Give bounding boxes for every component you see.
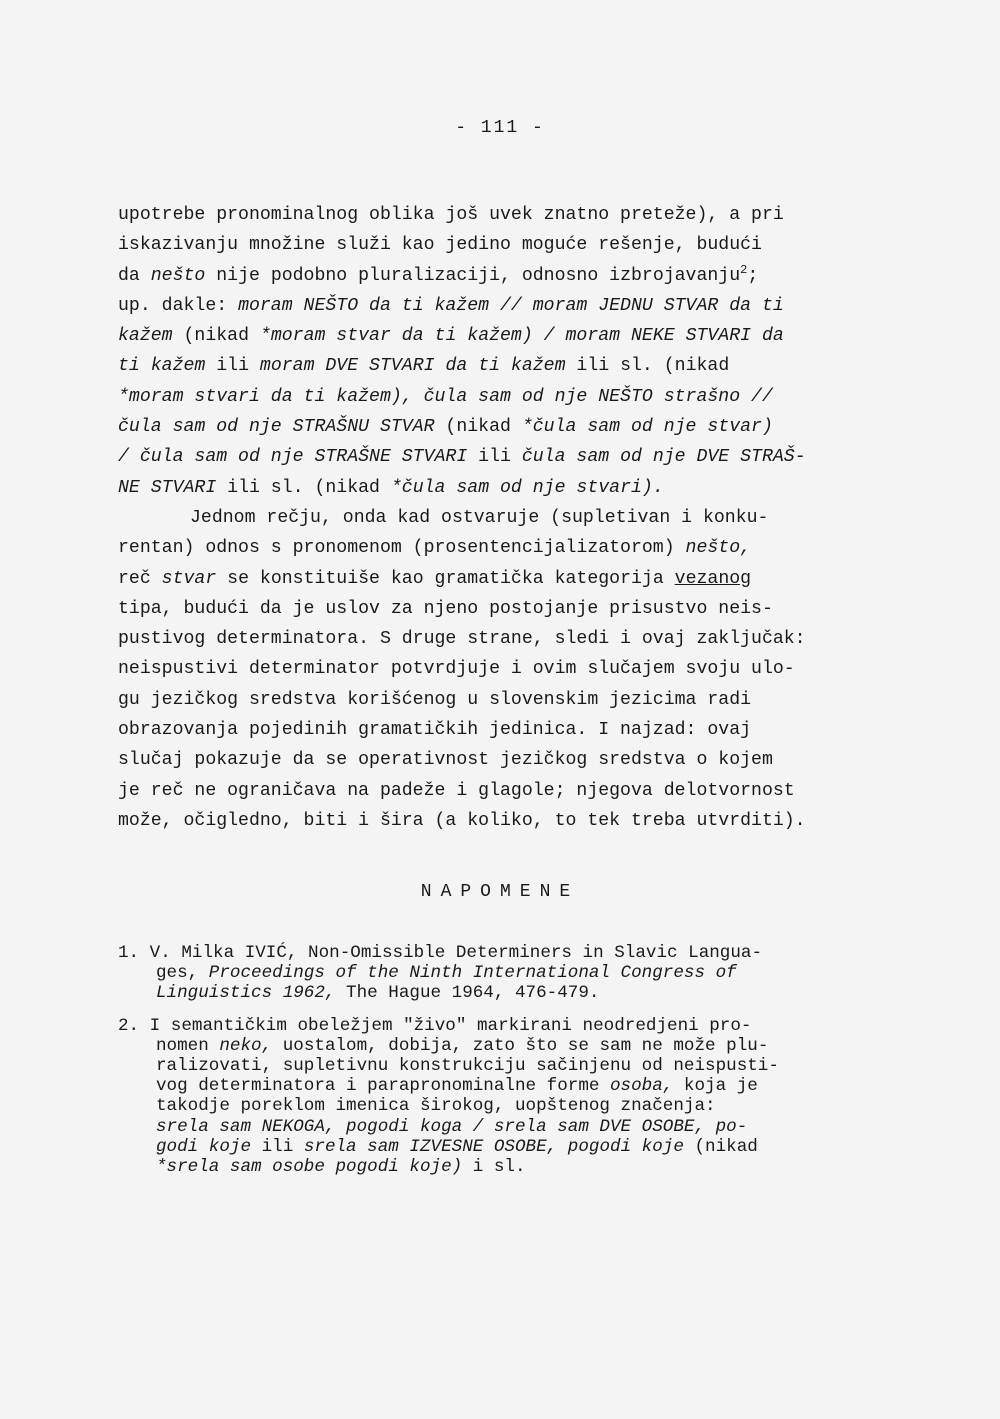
footnote-marker: 2 — [740, 262, 748, 277]
italic-text: Proceedings of the Ninth International Congress of — [208, 963, 737, 984]
body-line — [118, 776, 898, 806]
italic-text: čula sam od nje STRAŠNU STVAR — [118, 417, 435, 438]
underlined-text: vezanog — [674, 568, 752, 589]
page-number: - 111 - — [455, 118, 545, 138]
italic-text: osoba, — [610, 1076, 674, 1097]
footnote-line — [118, 943, 898, 963]
text-run: up. dakle: — [118, 295, 239, 316]
body-line — [118, 261, 898, 291]
footnote-1 — [118, 943, 898, 1004]
italic-text: kažem — [118, 326, 173, 347]
footnote-line — [118, 1096, 898, 1116]
italic-text: stvar — [161, 568, 217, 589]
italic-text: *srela sam osobe pogodi koje) — [156, 1156, 463, 1177]
text-run: 2. I semantičkim obeležjem "živo" markirani neodredjeni pro- — [118, 1015, 752, 1036]
footnote-line — [118, 1056, 898, 1076]
text-run: je reč ne ograničava na padeže i glagole; njegova delotvornost — [118, 780, 795, 801]
text-run: uostalom, dobija, zato što se sam ne može plu- — [272, 1035, 769, 1056]
text-run: (nikad — [434, 417, 522, 438]
footnote-line — [118, 963, 898, 983]
text-run: rentan) odnos s pronomenom (prosentencijalizatorom) — [118, 538, 686, 559]
text-run: ili — [205, 356, 260, 377]
footnote-line — [118, 1157, 898, 1177]
footnote-line — [118, 1137, 898, 1157]
body-line — [118, 806, 898, 836]
text-run: obrazovanja pojedinih gramatičkih jedinica. I najzad: ovaj — [118, 720, 752, 741]
italic-text: Linguistics 1962, — [156, 983, 336, 1004]
body-line — [118, 745, 898, 775]
body-line — [118, 382, 898, 412]
text-run: (nikad — [172, 326, 260, 347]
italic-text: čula sam od nje DVE STRAŠ- — [521, 447, 806, 468]
body-line — [118, 351, 898, 381]
text-run: reč — [118, 568, 162, 589]
italic-text: *čula sam od nje stvari). — [390, 477, 664, 498]
text-run: koja je — [673, 1076, 758, 1097]
italic-text: / čula sam od nje STRAŠNE STVARI — [118, 447, 468, 468]
italic-text: *moram stvar da ti kažem) / moram NEKE STVARI da — [259, 326, 784, 347]
body-line — [118, 412, 898, 442]
body-line — [118, 564, 898, 594]
body-line — [118, 230, 898, 260]
body-line — [118, 533, 898, 563]
text-run: i sl. — [462, 1156, 526, 1177]
footnote-line — [118, 983, 898, 1003]
notes-section — [118, 943, 898, 1189]
notes-heading: NAPOMENE — [420, 882, 580, 902]
italic-text: NE STVARI — [118, 477, 217, 498]
footnote-line — [118, 1036, 898, 1056]
text-run: iskazivanju množine služi kao jedino moguće rešenje, budući — [118, 235, 762, 256]
text-run: nije podobno pluralizaciji, odnosno izbrojavanju — [205, 265, 741, 286]
footnote-line — [118, 1076, 898, 1096]
italic-text: nešto — [150, 265, 206, 286]
text-run: ; — [747, 265, 759, 286]
text-run: Jednom rečju, onda kad ostvaruje (supletivan i konku- — [190, 507, 769, 528]
body-line — [118, 473, 898, 503]
text-run: ili — [467, 447, 522, 468]
body-line — [118, 200, 898, 230]
body-line — [118, 715, 898, 745]
text-run: takodje poreklom imenica širokog, uopštenog značenja: — [156, 1096, 716, 1117]
text-run: ralizovati, supletivnu konstrukciju sačinjenu od neispusti- — [156, 1055, 779, 1076]
body-line — [118, 594, 898, 624]
italic-text: ti kažem — [118, 356, 206, 377]
italic-text: moram DVE STVARI da ti kažem — [259, 356, 566, 377]
body-line — [118, 624, 898, 654]
footnote-line — [118, 1117, 898, 1137]
text-run: (nikad — [683, 1136, 758, 1157]
text-run: slučaj pokazuje da se operativnost jezičkog sredstva o kojem — [118, 750, 773, 771]
italic-text: *moram stvari da ti kažem), čula sam od nje NEŠTO strašno // — [118, 386, 773, 407]
italic-text: godi koje — [156, 1136, 252, 1157]
text-run: pustivog determinatora. S druge strane, sledi i ovaj zaključak: — [118, 629, 806, 650]
body-line — [118, 685, 898, 715]
text-run: The Hague 1964, 476-479. — [335, 983, 600, 1004]
body-text — [118, 200, 898, 836]
text-run: ili sl. (nikad — [565, 356, 730, 377]
italic-text: srela sam IZVESNE OSOBE, pogodi koje — [303, 1136, 684, 1157]
text-run: neispustivi determinator potvrdjuje i ovim slučajem svoju ulo- — [118, 659, 795, 680]
body-line — [118, 654, 898, 684]
text-run: ili sl. (nikad — [216, 477, 391, 498]
footnote-line — [118, 1016, 898, 1036]
text-run: ges, — [156, 963, 209, 984]
italic-text: srela sam NEKOGA, pogodi koga / srela sam DVE OSOBE, po- — [156, 1116, 748, 1137]
footnote-2 — [118, 1016, 898, 1178]
text-run: upotrebe pronominalnog oblika još uvek znatno preteže), a pri — [118, 205, 784, 225]
text-run: 1. V. Milka IVIĆ, Non-Omissible Determiners in Slavic Langua- — [118, 943, 763, 963]
body-line — [118, 291, 898, 321]
text-run: ili — [251, 1136, 304, 1157]
text-run: vog determinatora i parapronominalne forme — [156, 1076, 610, 1097]
body-line — [118, 503, 898, 533]
italic-text: *čula sam od nje stvar) — [521, 417, 773, 438]
body-line — [118, 442, 898, 472]
text-run: gu jezičkog sredstva korišćenog u slovenskim jezicima radi — [118, 689, 752, 710]
text-run: tipa, budući da je uslov za njeno postojanje prisustvo neis- — [118, 598, 773, 619]
italic-text: moram NEŠTO da ti kažem // moram JEDNU STVAR da ti — [238, 295, 784, 316]
body-line — [118, 321, 898, 351]
text-run: može, očigledno, biti i šira (a koliko, to tek treba utvrditi). — [118, 810, 806, 831]
text-run: se konstituiše kao gramatička kategorija — [216, 568, 675, 589]
text-run: nomen — [156, 1035, 220, 1056]
text-run: da — [118, 265, 151, 286]
italic-text: nešto, — [685, 538, 752, 559]
italic-text: neko, — [219, 1035, 273, 1056]
